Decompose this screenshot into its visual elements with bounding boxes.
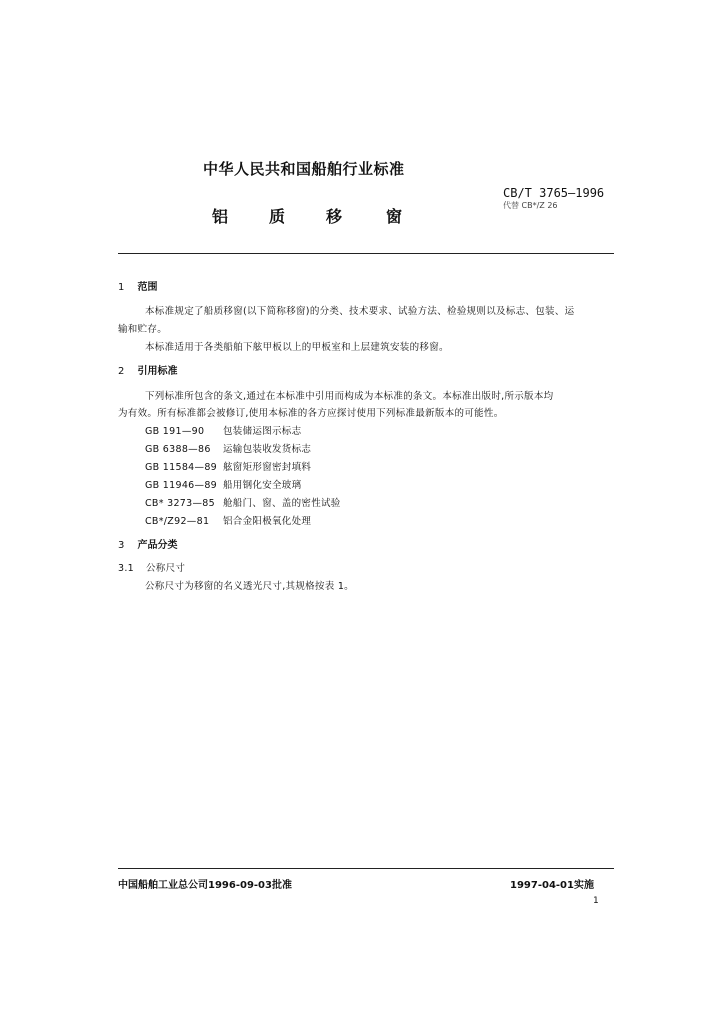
subsection-title: 公称尺寸	[146, 563, 186, 574]
footer-rule	[118, 868, 614, 869]
section-number: 3	[118, 540, 125, 551]
title-char: 质	[269, 207, 286, 226]
section-title: 引用标准	[137, 366, 178, 377]
reference-code: CB*/Z92—81	[145, 516, 210, 527]
paragraph-line: 为有效。所有标准都会被修订,使用本标准的各方应探讨使用下列标准最新版本的可能性。	[118, 408, 504, 419]
subsection-number: 3.1	[118, 563, 135, 574]
section-1-heading	[118, 278, 157, 293]
reference-code: GB 11584—89	[145, 462, 218, 473]
reference-name: 运输包装收发货标志	[223, 444, 312, 455]
page-number: 1	[593, 896, 599, 906]
title-char: 铝	[212, 207, 229, 226]
subsection-3-1-heading	[118, 560, 185, 574]
section-2-heading	[118, 362, 177, 377]
reference-code: GB 6388—86	[145, 444, 211, 455]
reference-code: CB* 3273—85	[145, 498, 215, 509]
reference-item	[145, 477, 301, 491]
standard-code: CB/T 3765—1996	[503, 186, 605, 200]
reference-name: 舷窗矩形窗密封填料	[223, 462, 312, 473]
reference-name: 舱船门、窗、盖的密性试验	[223, 498, 341, 509]
standard-type-heading: 中华人民共和国船舶行业标准	[203, 160, 405, 178]
reference-item	[145, 513, 311, 527]
section-number: 1	[118, 282, 125, 293]
reference-item	[145, 423, 301, 437]
reference-item	[145, 459, 311, 473]
section-title: 产品分类	[137, 540, 178, 551]
reference-name: 包装储运图示标志	[223, 426, 302, 437]
section-number: 2	[118, 366, 125, 377]
approval-statement: 中国船舶工业总公司1996-09-03批准	[118, 880, 292, 891]
replaces-standard: 代替 CB*/Z 26	[503, 201, 558, 210]
reference-item	[145, 495, 341, 509]
paragraph-line: 本标准规定了船质移窗(以下简称移窗)的分类、技术要求、试验方法、检验规则以及标志、包装、运	[145, 306, 575, 317]
header-rule	[118, 253, 614, 254]
title-char: 移	[326, 207, 343, 226]
section-title: 范围	[137, 282, 158, 293]
paragraph-line: 公称尺寸为移窗的名义透光尺寸,其规格按表 1。	[145, 581, 354, 592]
reference-code: GB 191—90	[145, 426, 205, 437]
paragraph-line: 输和贮存。	[118, 324, 168, 335]
effective-date-statement: 1997-04-01实施	[510, 880, 594, 891]
paragraph-line: 本标准适用于各类船舶下舷甲板以上的甲板室和上层建筑安装的移窗。	[145, 342, 449, 353]
reference-code: GB 11946—89	[145, 480, 218, 491]
section-3-heading	[118, 536, 177, 551]
paragraph-line: 下列标准所包含的条文,通过在本标准中引用而构成为本标准的条文。本标准出版时,所示版本均	[145, 391, 554, 402]
reference-item	[145, 441, 311, 455]
title-char: 窗	[386, 207, 403, 226]
reference-name: 船用钢化安全玻璃	[223, 480, 302, 491]
reference-name: 铝合金阳极氧化处理	[223, 516, 312, 527]
